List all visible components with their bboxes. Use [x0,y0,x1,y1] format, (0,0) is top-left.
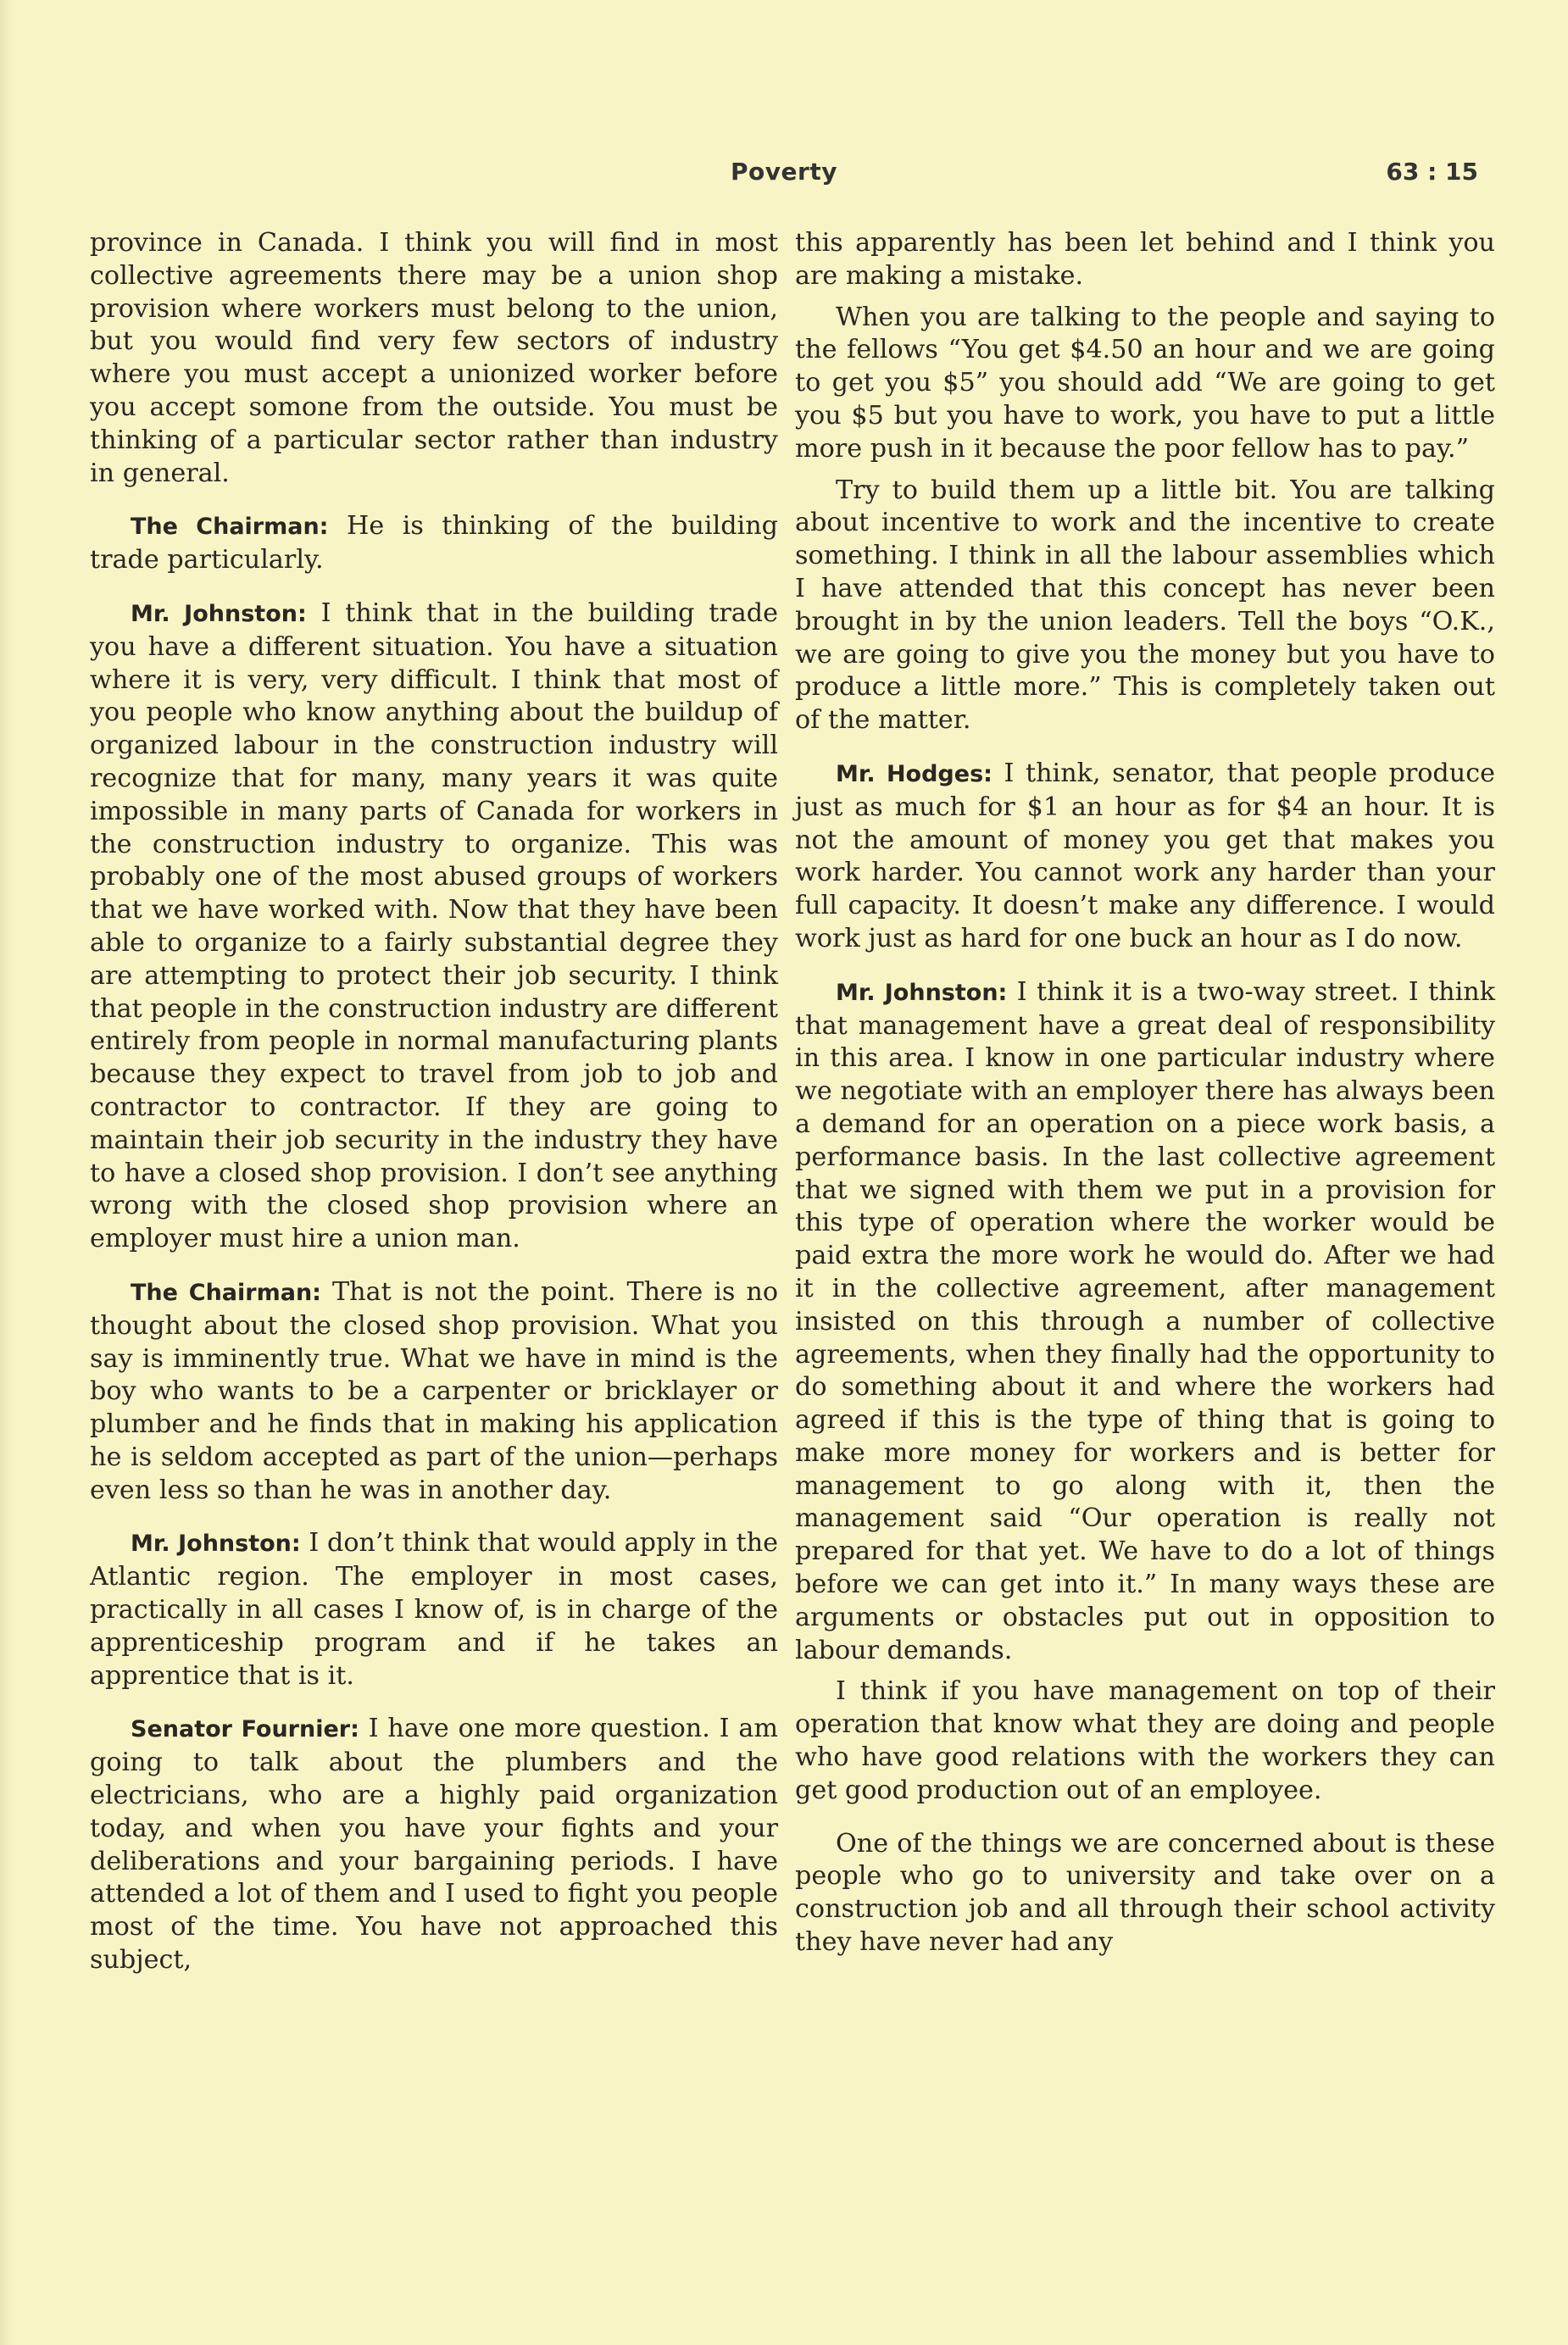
speaker-label: Mr. Johnston: [836,979,1008,1006]
paragraph-text: Try to build them up a little bit. You are talking about incentive to work and the incentive to create something. I think in all the labour assemblies which I have attended that this concept has never been brought in by the union leaders. Tell the boys “O.K., we are going to give you the money but you have to produce a little more.” This is completely taken out of the matter. [795,475,1495,736]
paragraph [90,1713,778,1976]
paragraph [90,510,778,577]
page-number: 63 : 15 [1386,158,1478,186]
speaker-label: Mr. Johnston: [131,600,307,627]
page-header [0,158,1568,192]
paragraph-text: One of the things we are concerned about is these people who go to university and take over on a construction job and all through their school activity they have never had any [795,1828,1495,1958]
paragraph-text: I think that in the building trade you have a different situation. You have a situation where it is very, very difficult. I think that most of you people who know anything about the buildup of organized labour in the construction industry will recognize that for many, many years it was quite impossible in many parts of Canada for workers in the construction industry to organize. This was probably one of the most abused groups of workers that we have worked with. Now that they have been able to organize to a fairly substantial degree they are attempting to protect their job security. I think that people in the construction industry are different entirely from people in normal manufacturing plants because they expect to travel from job to job and contractor to contractor. If they are going to maintain their job security in the industry they have to have a closed shop provision. I don’t see anything wrong with the closed shop provision where an employer must hire a union man. [90,597,778,1254]
running-head-title: Poverty [731,158,837,186]
paragraph [90,597,778,1256]
paragraph [795,976,1495,1668]
right-column [795,227,1495,1959]
paragraph [795,1828,1495,1959]
paragraph-text: He is thinking of the building trade particularly. [90,511,778,575]
left-column [90,227,778,1977]
paragraph-text: I think, senator, that people produce just as much for $1 an hour as for $4 an hour. It is not the amount of money you get that makes you work harder. You cannot work any harder than your full capacity. It doesn’t make any difference. I would work just as hard for one buck an hour as I do now. [795,758,1495,953]
speaker-label: Mr. Hodges: [836,760,993,787]
page-edge-shadow [0,0,12,2345]
paragraph [90,1276,778,1508]
paragraph-text: I think if you have management on top of their operation that know what they are doing and people who have good relations with the workers they can get good production out of an employee. [795,1676,1495,1805]
paragraph [90,227,778,490]
speaker-label: Senator Fournier: [131,1716,359,1743]
paragraph-text: I don’t think that would apply in the Atlantic region. The employer in most cases, practically in all cases I know of, is in charge of the apprenticeship program and if he takes an apprentice that is it. [90,1528,778,1691]
paragraph [90,1527,778,1692]
paragraph [795,758,1495,956]
paragraph [795,1675,1495,1807]
paragraph-text: I have one more question. I am going to talk about the plumbers and the electricians, who are a highly paid organization today, and when you have your fights and your deliberations and your bargaining periods. I have attended a lot of them and I used to fight you people most of the time. You have not approached this subject, [90,1714,778,1975]
paragraph [795,302,1495,466]
paragraph-text: I think it is a two-way street. I think that management have a great deal of responsibility in this area. I know in one particular industry where we negotiate with an employer there has always been a demand for an operation on a piece work basis, a performance basis. In the last collective agreement that we signed with them we put in a provision for this type of operation where the worker would be paid extra the more work he would do. After we had it in the collective agreement, after management insisted on this through a number of collective agreements, when they finally had the opportunity to do something about it and where the workers had agreed if this is the type of thing that is going to make more money for workers and is better for management to go along with it, then the management said “Our operation is really not prepared for that yet. We have to do a lot of things before we can get into it.” In many ways these are arguments or obstacles put out in opposition to labour demands. [795,976,1495,1665]
paragraph-text: this apparently has been let behind and I think you are making a mistake. [795,228,1495,291]
speaker-label: The Chairman: [131,1279,321,1306]
paragraph [795,227,1495,293]
speaker-label: Mr. Johnston: [131,1531,301,1558]
paragraph-text: That is not the point. There is no thought about the closed shop provision. What you say is imminently true. What we have in mind is the boy who wants to be a carpenter or bricklayer or plumber and he finds that in making his application he is seldom accepted as part of the union—perhaps even less so than he was in another day. [90,1276,778,1505]
speaker-label: The Chairman: [131,514,329,541]
paragraph [795,475,1495,737]
paragraph-text: When you are talking to the people and saying to the fellows “You get $4.50 an hour and we are going to get you $5” you should add “We are going to get you $5 but you have to work, you have to put a little more push in it because the poor fellow has to pay.” [795,302,1495,464]
paragraph-text: province in Canada. I think you will find in most collective agreements there may be a union shop provision where workers must belong to the union, but you would find very few sectors of industry where you must accept a unionized worker before you accept somone from the outside. You must be thinking of a particular sector rather than industry in general. [90,228,778,488]
